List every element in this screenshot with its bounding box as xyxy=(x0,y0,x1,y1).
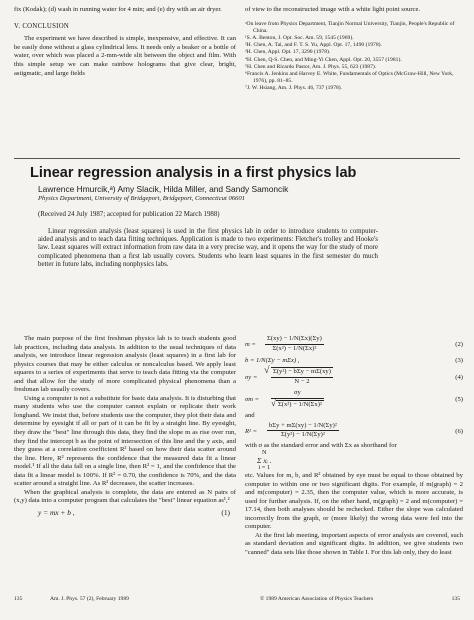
abstract: Linear regression analysis (least squares) is used in the first physics lab in order to introduce students to computer-aided analysis and to teach data fitting techniques. Application is made to two experiments: Fletcher's trolley and Hooke's law. Least squares will extract information from raw data in a very precise way, and it opens the way for the study of more complicated phenomena than a first lab usually covers. Students who learn least squares in the first semester do much better in future labs, including nonphysics labs. xyxy=(38,227,378,269)
top-left-column xyxy=(14,6,236,78)
equation-4-numerator: Σ(y²) − bΣy − mΣ(xy) xyxy=(271,367,333,378)
received-date: (Received 24 July 1987; accepted for publication 22 March 1988) xyxy=(38,211,220,218)
article-affiliation: Physics Department, University of Bridgeport, Bridgeport, Connecticut 06601 xyxy=(38,195,245,202)
equation-6-lhs: R² = xyxy=(245,427,258,435)
reference-item: ⁶Francis A. Jenkins and Harvey E. White, Fundamentals of Optics (McGraw-Hill, New York, 1976), pp. 81–85. xyxy=(245,71,454,85)
footer-page-number-left: 135 xyxy=(14,596,23,602)
top-right-column xyxy=(245,6,463,93)
body-paragraph: When the graphical analysis is complete, the data are entered as N pairs of (x,y) data into a computer program that calculates the "best" linear equation as¹,² xyxy=(14,488,236,505)
summation-lower: i = 1 xyxy=(258,463,271,471)
equation-2-lhs: m = xyxy=(245,341,256,348)
sqrt-icon: √ xyxy=(264,365,270,376)
equation-6-denominator: Σ(y²) − 1/N(Σy)² xyxy=(280,431,325,439)
equation-4-number: (4) xyxy=(455,374,463,381)
and-text: and xyxy=(245,412,255,419)
bottom-right-column xyxy=(245,335,463,558)
summation xyxy=(257,450,272,471)
equation-6-fraction xyxy=(267,422,339,440)
sigma-explanation: with σ as the standard error and with Σx as shorthand for xyxy=(245,441,397,449)
page-footer xyxy=(14,596,460,604)
equation-4-fraction xyxy=(264,365,333,386)
equation-5-numerator: σy xyxy=(271,389,324,399)
equation-3-text: b = 1/N(Σy − mΣx) , xyxy=(245,357,300,364)
summation-block xyxy=(245,450,463,472)
equation-1-text: y = mx + b , xyxy=(38,507,75,517)
previous-text: fix (Kodak); (d) wash in running water for 4 min; and (e) dry with an air dryer. xyxy=(14,6,222,13)
equation-5-number: (5) xyxy=(455,396,463,403)
equation-3-number: (3) xyxy=(455,357,463,364)
conclusion-paragraph: The experiment we have described is simple, inexpensive, and effective. It can be easily done without a glass cylindrical lens. It needs only a beaker or a bottle of water, over which was placed a 2-mm-wide slit between the object and film. With this simple setup we can make rainbow holograms that give clear, bright, astigmatic, and large fields xyxy=(14,35,236,77)
sqrt-icon: √ xyxy=(271,397,276,408)
equation-1-number: (1) xyxy=(221,507,230,517)
equation-5-denominator xyxy=(271,399,324,410)
body-paragraph: etc. Values for m, b, and R² obtained by eye must be equal to those obtained by computer to within one or two significant digits. For example, if m(graph) = 2 and m(computer) = 2.35, then the computer value, which is more accurate, is used for further analysis. If, on the other hand, m(graph) = 2 and m(computer) = 17.14, then both analyses should be rechecked. Either the slope was calculated incorrectly from the graph, or (more likely) the wrong data were fed into the computer. xyxy=(245,472,463,531)
reference-item: ⁷J. W. Hsiang, Am. J. Phys. 46, 737 (1978). xyxy=(245,85,343,92)
article-header xyxy=(30,165,450,270)
section-divider xyxy=(14,158,460,159)
equation-5-lhs: σm = xyxy=(245,396,260,403)
summation-symbol: Σ xᵢ . xyxy=(257,455,272,465)
reference-item: ᵃOn leave from Physics Department, Tianjin Normal University, Tianjin, People's Republic of China. xyxy=(245,20,455,34)
equation-2 xyxy=(245,335,463,355)
reference-item: ³H. Chen, Appl. Opt. 17, 3290 (1978). xyxy=(245,49,331,56)
equation-4 xyxy=(245,367,463,389)
equation-5 xyxy=(245,389,463,411)
reference-item: ⁴H. Chen, Q-S. Chen, and Ming-Yi Chen, Appl. Opt. 20, 3557 (1981). xyxy=(245,56,402,63)
equation-5-denominator-text: Σ(x²) − 1/N(Σx)² xyxy=(277,400,322,408)
equation-6-numerator: bΣy + mΣ(xy) − 1/N(Σy)² xyxy=(267,422,339,432)
reference-item: ⁵H. Chen and Ricardo Pastor, Am. J. Phys. 55, 623 (1987). xyxy=(245,63,377,70)
footer-copyright: © 1989 American Association of Physics Teachers xyxy=(260,596,374,602)
footer-journal: Am. J. Phys. 57 (2), February 1989 xyxy=(50,596,129,602)
equation-6 xyxy=(245,422,463,442)
summation-upper: N xyxy=(261,449,267,457)
bottom-left-column xyxy=(14,335,236,520)
equation-4-denominator: N − 2 xyxy=(294,377,310,385)
reference-item: ¹S. A. Benton, J. Opt. Soc. Am. 59, 1545 (1969). xyxy=(245,35,354,41)
reference-item: ²H. Chen, A. Tai, and F. T. S. Yu, Appl. Opt. 17, 1490 (1978). xyxy=(245,42,382,49)
equation-2-numerator: Σ(xy) − 1/N(Σx)(Σy) xyxy=(265,335,324,345)
footer-page-number-right: 135 xyxy=(451,596,460,602)
equation-6-number: (6) xyxy=(455,427,463,435)
section-title: V. CONCLUSION xyxy=(14,22,70,30)
equation-3 xyxy=(245,355,463,367)
body-paragraph: The main purpose of the first freshman physics lab is to teach students good lab practices, including data analysis. In addition to the usual techniques of data analysis, we introduce linear regression analysis (least squares) in a first lab for physics courses that may be either calculus or noncalculus based. We apply least squares to a series of experiments that serve to teach data fitting via the computer and that allow for the study of more complicated physical phenomena than a freshman lab usually covers. xyxy=(14,335,236,394)
equation-4-lhs: σy = xyxy=(245,374,258,381)
continued-text: of view to the reconstructed image with a white light point source. xyxy=(245,6,421,13)
equation-2-fraction xyxy=(265,335,324,353)
article-title: Linear regression analysis in a first physics lab xyxy=(30,165,357,181)
equation-5-fraction xyxy=(271,389,324,409)
equation-2-number: (2) xyxy=(455,341,463,348)
equation-2-denominator: Σ(x²) − 1/N(Σx)² xyxy=(272,344,317,352)
equation-1 xyxy=(14,506,236,520)
body-paragraph: Using a computer is not a substitute for basic data analysis. It is disturbing that many students who use the computer cannot explain or replicate their work longhand. We insist that, before students use the computer, they plot their data and determine by eyesight if all or part of it can be fit by a straight line. By eyesight, they draw the "best" line through this data, they find the slope m as rise over run, they find the intercept b as the point of intersection of this line and the y axis, and they guess at a correlation coefficient R² based on how their data scatter around the line. Here, R² represents the confidence that the measured data fit a linear model.¹ If all the data fall on a single line, then R² = 1, and the confidence that the data fit a linear model is 100%. If R² = 0.70, the confidence is 70%, and the data scatter around a straight line. As R² decreases, the scatter increases. xyxy=(14,394,236,488)
body-paragraph: At the first lab meeting, important aspects of error analysis are covered, such as standard deviation and significant digits. In addition, we give students two "canned" data sets like those shown in Table I. For this lab only, they do least xyxy=(245,531,463,557)
article-authors: Lawrence Hmurcik,ᵃ) Amy Slacik, Hilda Miller, and Sandy Samoncik xyxy=(38,184,289,194)
